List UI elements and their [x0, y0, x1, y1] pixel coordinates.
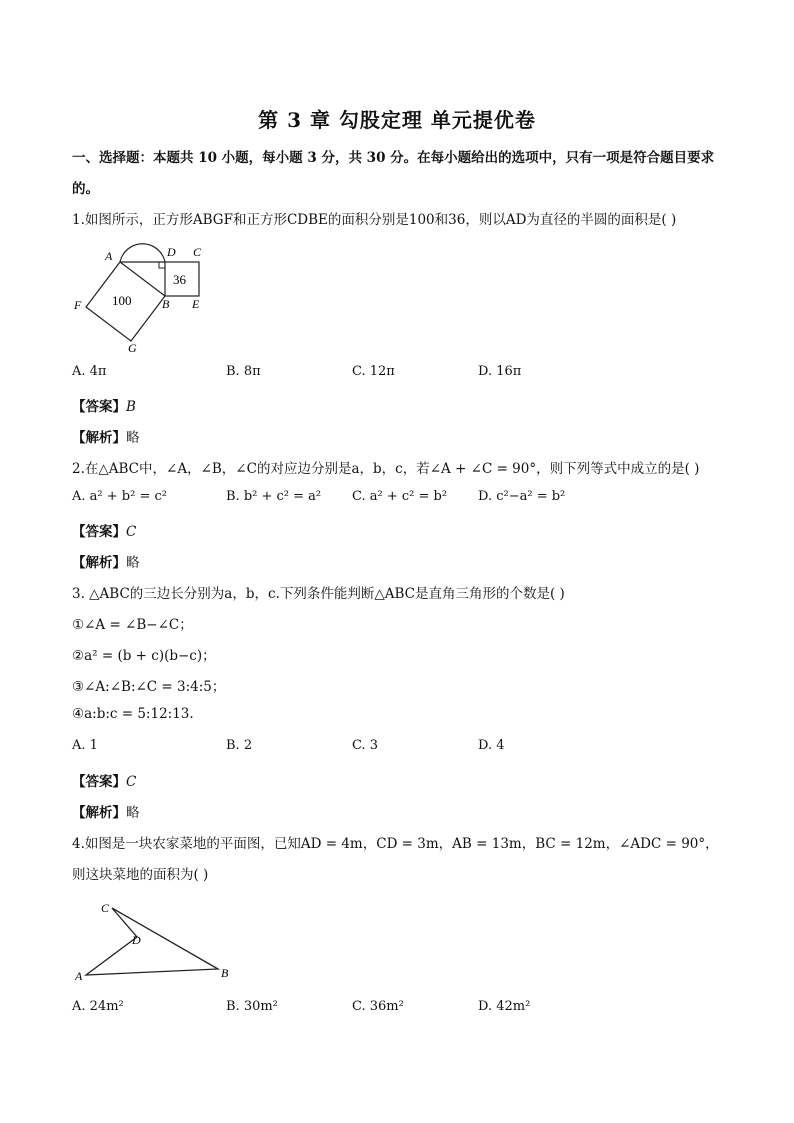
answer-label: 【答案】 [72, 399, 126, 415]
section-instruction-line2: 的。 [72, 181, 99, 197]
label-b: B [162, 297, 170, 311]
q2-option-d: D. c²−a² = b² [478, 489, 566, 504]
question-3-stem: 3. △ABC的三边长分别为a，b，c.下列条件能判断△ABC是直角三角形的个数是( ) [72, 586, 565, 602]
q3-option-d: D. 4 [478, 738, 505, 753]
label-a: A [75, 969, 83, 983]
right-angle-mark [159, 262, 165, 268]
label-e: E [192, 297, 200, 311]
section-instruction-line1: 一、选择题：本题共 10 小题，每小题 3 分，共 30 分。在每小题给出的选项中，只有一项是符合题目要求 [72, 150, 715, 166]
q3-option-a: A. 1 [72, 738, 98, 753]
big-square-area-label: 100 [112, 293, 132, 308]
label-c: C [193, 245, 202, 259]
label-c: C [101, 901, 110, 915]
q1-answer [72, 395, 136, 415]
q4-option-c: C. 36m² [352, 999, 404, 1014]
q3-condition-4: ④a:b:c = 5:12:13. [72, 706, 194, 722]
q2-option-c: C. a² + c² = b² [352, 489, 448, 504]
q3-answer [72, 770, 136, 790]
q4-option-a: A. 24m² [72, 999, 124, 1014]
q3-condition-2: ②a² = (b + c)(b−c)； [72, 648, 216, 664]
question-1-figure [66, 232, 216, 357]
q3-analysis [72, 801, 140, 821]
q2-option-b: B. b² + c² = a² [226, 489, 322, 504]
question-1-stem: 1.如图所示，正方形ABGF和正方形CDBE的面积分别是100和36，则以AD为直径的半圆的面积是( ) [72, 212, 677, 228]
label-g: G [128, 341, 137, 355]
q3-option-b: B. 2 [226, 738, 253, 753]
question-2-stem: 2.在△ABC中，∠A，∠B，∠C的对应边分别是a，b，c，若∠A + ∠C = 90°，则下列等式中成立的是( ) [72, 461, 700, 477]
label-d: D [132, 933, 141, 947]
q1-option-d: D. 16π [478, 364, 522, 379]
question-4-figure [70, 895, 240, 990]
q1-analysis [72, 426, 140, 446]
answer-value: C [126, 774, 137, 790]
analysis-label: 【解析】 [72, 555, 126, 571]
analysis-value: 略 [126, 430, 140, 446]
page-title: 第 3 章 勾股定理 单元提优卷 [258, 108, 536, 132]
label-b: B [221, 966, 229, 980]
q4-option-d: D. 42m² [478, 999, 531, 1014]
q2-answer [72, 520, 136, 540]
question-4-stem-line2: 则这块菜地的面积为( ) [72, 867, 209, 883]
label-f: F [74, 298, 82, 312]
q1-option-c: C. 12π [352, 364, 395, 379]
q1-option-b: B. 8π [226, 364, 261, 379]
q2-analysis [72, 551, 140, 571]
analysis-value: 略 [126, 555, 140, 571]
semicircle-arc [120, 244, 165, 262]
analysis-label: 【解析】 [72, 805, 126, 821]
q1-option-a: A. 4π [72, 364, 107, 379]
small-square-area-label: 36 [173, 272, 186, 287]
answer-value: B [126, 399, 136, 415]
q2-option-a: A. a² + b² = c² [72, 489, 167, 504]
q4-option-b: B. 30m² [226, 999, 278, 1014]
answer-value: C [126, 524, 137, 540]
quadrilateral-acdb [86, 908, 218, 975]
analysis-label: 【解析】 [72, 430, 126, 446]
answer-label: 【答案】 [72, 774, 126, 790]
label-d: D [167, 245, 176, 259]
answer-label: 【答案】 [72, 524, 126, 540]
q3-condition-1: ①∠A = ∠B−∠C； [72, 617, 193, 633]
label-a: A [105, 249, 113, 263]
question-4-stem: 4.如图是一块农家菜地的平面图，已知AD = 4m，CD = 3m，AB = 13m，BC = 12m，∠ADC = 90°， [72, 836, 719, 852]
q3-option-c: C. 3 [352, 738, 379, 753]
analysis-value: 略 [126, 805, 140, 821]
q3-condition-3: ③∠A:∠B:∠C = 3:4:5； [72, 679, 226, 695]
